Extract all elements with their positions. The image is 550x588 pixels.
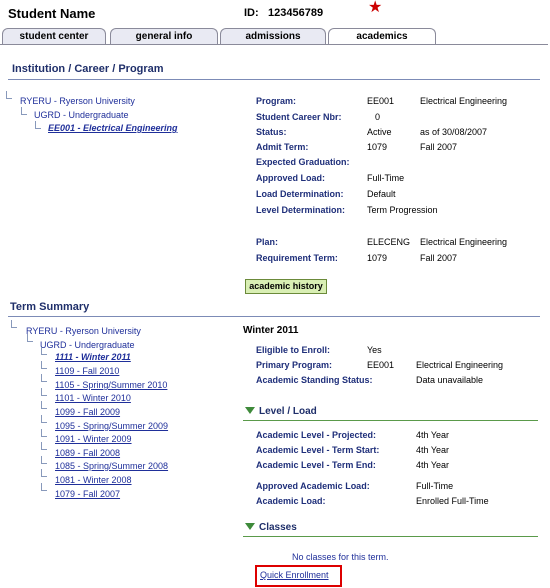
field-code: Term Progression (367, 205, 438, 215)
tree-connector (27, 334, 33, 342)
tree-connector (41, 347, 47, 355)
star-icon: ★ (368, 0, 383, 16)
tree-connector (41, 442, 47, 450)
tree-term[interactable]: 1099 - Fall 2009 (55, 407, 121, 417)
tree-connector (41, 469, 47, 477)
tree-career[interactable]: UGRD - Undergraduate (40, 340, 135, 350)
tree-career[interactable]: UGRD - Undergraduate (34, 110, 129, 120)
tree-connector (41, 401, 47, 409)
collapse-triangle-icon[interactable] (245, 407, 255, 414)
field-label: Admit Term: (256, 142, 309, 152)
field-value: 4th Year (416, 460, 450, 470)
field-code: Default (367, 189, 396, 199)
field-label: Academic Level - Projected: (256, 430, 377, 440)
subsection-divider (243, 536, 538, 537)
tree-connector (41, 415, 47, 423)
tree-term[interactable]: 1079 - Fall 2007 (55, 489, 121, 499)
field-label: Approved Load: (256, 173, 325, 183)
tree-term[interactable]: 1101 - Winter 2010 (55, 393, 131, 403)
tree-term[interactable]: 1109 - Fall 2010 (55, 366, 120, 376)
id-label: ID: (244, 7, 259, 19)
field-code: EE001 (367, 96, 395, 106)
field-label: Expected Graduation: (256, 157, 350, 167)
tab-student-center[interactable]: student center (2, 28, 106, 44)
field-value: Fall 2007 (420, 253, 458, 263)
field-value: Data unavailable (416, 375, 484, 385)
field-label: Level Determination: (256, 205, 346, 215)
field-label: Academic Load: (256, 496, 326, 506)
subsection-divider (243, 420, 538, 421)
tree-connector (35, 121, 41, 129)
field-code: Yes (367, 345, 382, 355)
tree-connector (41, 483, 47, 491)
field-label: Eligible to Enroll: (256, 345, 330, 355)
field-value: Fall 2007 (420, 142, 458, 152)
section-title-institution: Institution / Career / Program (12, 63, 164, 75)
tree-term-selected[interactable]: 1111 - Winter 2011 (55, 352, 131, 362)
field-label: Approved Academic Load: (256, 481, 370, 491)
field-label: Primary Program: (256, 360, 333, 370)
tree-connector (41, 374, 47, 382)
field-label: Status: (256, 127, 287, 137)
tree-institution[interactable]: RYERU - Ryerson University (20, 96, 135, 106)
field-code: Active (367, 127, 392, 137)
field-code: EE001 (367, 360, 395, 370)
tree-term[interactable]: 1085 - Spring/Summer 2008 (55, 461, 169, 471)
field-label: Student Career Nbr: (256, 112, 342, 122)
field-value: Full-Time (416, 481, 454, 491)
field-value: Electrical Engineering (420, 237, 508, 247)
term-title: Winter 2011 (243, 325, 299, 336)
tab-academics[interactable]: academics (328, 28, 436, 45)
tree-connector (41, 388, 47, 396)
field-value: 4th Year (416, 445, 450, 455)
field-code: 0 (375, 112, 381, 122)
id-value: 123456789 (268, 7, 324, 19)
field-value: Enrolled Full-Time (416, 496, 489, 506)
field-value: 4th Year (416, 430, 450, 440)
field-code: Full-Time (367, 173, 405, 183)
tab-general-info[interactable]: general info (110, 28, 218, 44)
field-value: as of 30/08/2007 (420, 127, 488, 137)
academic-history-button[interactable]: academic history (245, 279, 327, 294)
tree-connector (41, 456, 47, 464)
student-name: Student Name (8, 6, 96, 21)
tree-term[interactable]: 1105 - Spring/Summer 2010 (55, 380, 168, 390)
field-label: Load Determination: (256, 189, 344, 199)
field-label: Requirement Term: (256, 253, 338, 263)
subsection-title-classes[interactable]: Classes (259, 522, 297, 533)
tree-term[interactable]: 1089 - Fall 2008 (55, 448, 121, 458)
field-label: Plan: (256, 237, 279, 247)
field-code: 1079 (367, 142, 388, 152)
collapse-triangle-icon[interactable] (245, 523, 255, 530)
tree-connector (41, 361, 47, 369)
tree-connector (21, 107, 27, 115)
field-value: Electrical Engineering (416, 360, 504, 370)
field-label: Academic Standing Status: (256, 375, 373, 385)
field-label: Academic Level - Term End: (256, 460, 376, 470)
tree-term[interactable]: 1081 - Winter 2008 (55, 475, 132, 485)
field-label: Academic Level - Term Start: (256, 445, 380, 455)
section-divider (8, 79, 540, 80)
tree-connector (6, 91, 12, 99)
field-code: 1079 (367, 253, 388, 263)
no-classes-message: No classes for this term. (292, 552, 389, 562)
tree-institution[interactable]: RYERU - Ryerson University (26, 326, 141, 336)
subsection-title-level-load[interactable]: Level / Load (259, 406, 317, 417)
quick-enrollment-link[interactable]: Quick Enrollment (260, 570, 329, 580)
tree-term[interactable]: 1091 - Winter 2009 (55, 434, 132, 444)
tree-connector (11, 320, 17, 328)
tree-connector (41, 429, 47, 437)
tab-admissions[interactable]: admissions (220, 28, 326, 44)
field-label: Program: (256, 96, 297, 106)
tab-bar-divider (0, 44, 548, 45)
tree-program-selected[interactable]: EE001 - Electrical Engineering (48, 123, 178, 133)
section-divider (8, 316, 540, 317)
section-title-term-summary: Term Summary (10, 301, 90, 313)
field-value: Electrical Engineering (420, 96, 508, 106)
tree-term[interactable]: 1095 - Spring/Summer 2009 (55, 421, 169, 431)
field-code: ELECENG (367, 237, 411, 247)
